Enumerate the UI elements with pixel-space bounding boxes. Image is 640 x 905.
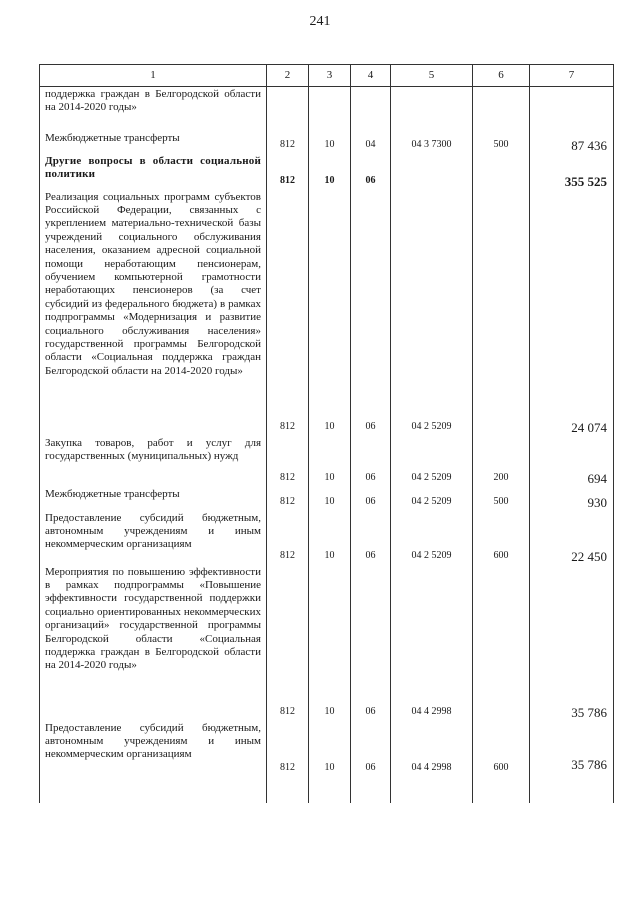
row-amount: 930	[530, 487, 614, 511]
row-section-code: 10	[309, 131, 351, 154]
row-section-code	[309, 87, 351, 131]
row-name: Мероприятия по повышению эффективности в рамках подпрограммы «Повышение эффективности государственной поддержки социально ориентированных некоммерческих организаций» государственной программы Белгородской области «Социальная поддержка граждан в Белгородской области на 2014-2020 годы»	[40, 565, 267, 721]
row-name: Межбюджетные трансферты	[40, 487, 267, 511]
row-target-article: 04 2 5209	[391, 511, 473, 565]
row-expense-type: 200	[473, 436, 530, 487]
row-section-code: 10	[309, 565, 351, 721]
row-ministry-code: 812	[267, 436, 309, 487]
row-ministry-code: 812	[267, 565, 309, 721]
row-amount: 87 436	[530, 131, 614, 154]
row-section-code: 10	[309, 511, 351, 565]
row-name: Предоставление субсидий бюджетным, автономным учреждениям и иным некоммерческим организациям	[40, 721, 267, 803]
column-header-7: 7	[530, 65, 614, 87]
table-row	[40, 565, 614, 721]
row-target-article	[391, 154, 473, 190]
row-section-code: 10	[309, 721, 351, 803]
row-target-article: 04 2 5209	[391, 436, 473, 487]
table-row	[40, 154, 614, 190]
row-amount: 24 074	[530, 190, 614, 436]
row-name: Реализация социальных программ субъектов Российской Федерации, связанных с укреплением материально-технической базы учреждений социального обслуживания населения, оказанием адресной социальной помощи неработающим пенсионерам, обучением компьютерной грамотности неработающих пенсионеров (за счет субсидий из федерального бюджета) в рамках подпрограммы «Модернизация и развитие социального обслуживания населения» государственной программы Белгородской области «Социальная поддержка граждан Белгородской области на 2014-2020 годы»	[40, 190, 267, 436]
row-expense-type: 600	[473, 721, 530, 803]
row-section-code: 10	[309, 154, 351, 190]
table-row	[40, 721, 614, 803]
row-expense-type	[473, 87, 530, 131]
row-subsection-code: 06	[351, 190, 391, 436]
row-target-article: 04 3 7300	[391, 131, 473, 154]
row-target-article: 04 2 5209	[391, 487, 473, 511]
row-ministry-code: 812	[267, 154, 309, 190]
row-amount	[530, 87, 614, 131]
row-target-article: 04 4 2998	[391, 721, 473, 803]
row-expense-type: 500	[473, 131, 530, 154]
row-amount: 22 450	[530, 511, 614, 565]
row-amount: 35 786	[530, 565, 614, 721]
row-subsection-code	[351, 87, 391, 131]
row-section-code: 10	[309, 436, 351, 487]
row-name: поддержка граждан в Белгородской области на 2014-2020 годы»	[40, 87, 267, 131]
table-header-row	[40, 65, 614, 87]
row-expense-type	[473, 154, 530, 190]
row-name: Предоставление субсидий бюджетным, автономным учреждениям и иным некоммерческим организациям	[40, 511, 267, 565]
row-subsection-code: 06	[351, 511, 391, 565]
column-header-3: 3	[309, 65, 351, 87]
page-number: 241	[309, 14, 331, 29]
row-target-article: 04 4 2998	[391, 565, 473, 721]
row-name: Другие вопросы в области социальной политики	[40, 154, 267, 190]
row-ministry-code: 812	[267, 190, 309, 436]
row-subsection-code: 04	[351, 131, 391, 154]
row-section-code: 10	[309, 190, 351, 436]
table-row	[40, 487, 614, 511]
column-header-2: 2	[267, 65, 309, 87]
row-amount: 694	[530, 436, 614, 487]
budget-table	[39, 64, 614, 803]
row-subsection-code: 06	[351, 154, 391, 190]
table-row	[40, 131, 614, 154]
row-amount: 35 786	[530, 721, 614, 803]
table-row	[40, 190, 614, 436]
row-ministry-code: 812	[267, 511, 309, 565]
row-name: Межбюджетные трансферты	[40, 131, 267, 154]
row-expense-type: 500	[473, 487, 530, 511]
row-subsection-code: 06	[351, 721, 391, 803]
row-subsection-code: 06	[351, 565, 391, 721]
row-expense-type	[473, 565, 530, 721]
row-expense-type	[473, 190, 530, 436]
table-row	[40, 511, 614, 565]
row-section-code: 10	[309, 487, 351, 511]
row-target-article	[391, 87, 473, 131]
row-name: Закупка товаров, работ и услуг для государственных (муниципальных) нужд	[40, 436, 267, 487]
row-ministry-code: 812	[267, 131, 309, 154]
table-row	[40, 87, 614, 131]
column-header-1: 1	[40, 65, 267, 87]
table-row	[40, 436, 614, 487]
row-subsection-code: 06	[351, 487, 391, 511]
row-ministry-code	[267, 87, 309, 131]
row-ministry-code: 812	[267, 721, 309, 803]
row-amount: 355 525	[530, 154, 614, 190]
row-ministry-code: 812	[267, 487, 309, 511]
column-header-5: 5	[391, 65, 473, 87]
row-subsection-code: 06	[351, 436, 391, 487]
column-header-6: 6	[473, 65, 530, 87]
row-expense-type: 600	[473, 511, 530, 565]
column-header-4: 4	[351, 65, 391, 87]
row-target-article: 04 2 5209	[391, 190, 473, 436]
